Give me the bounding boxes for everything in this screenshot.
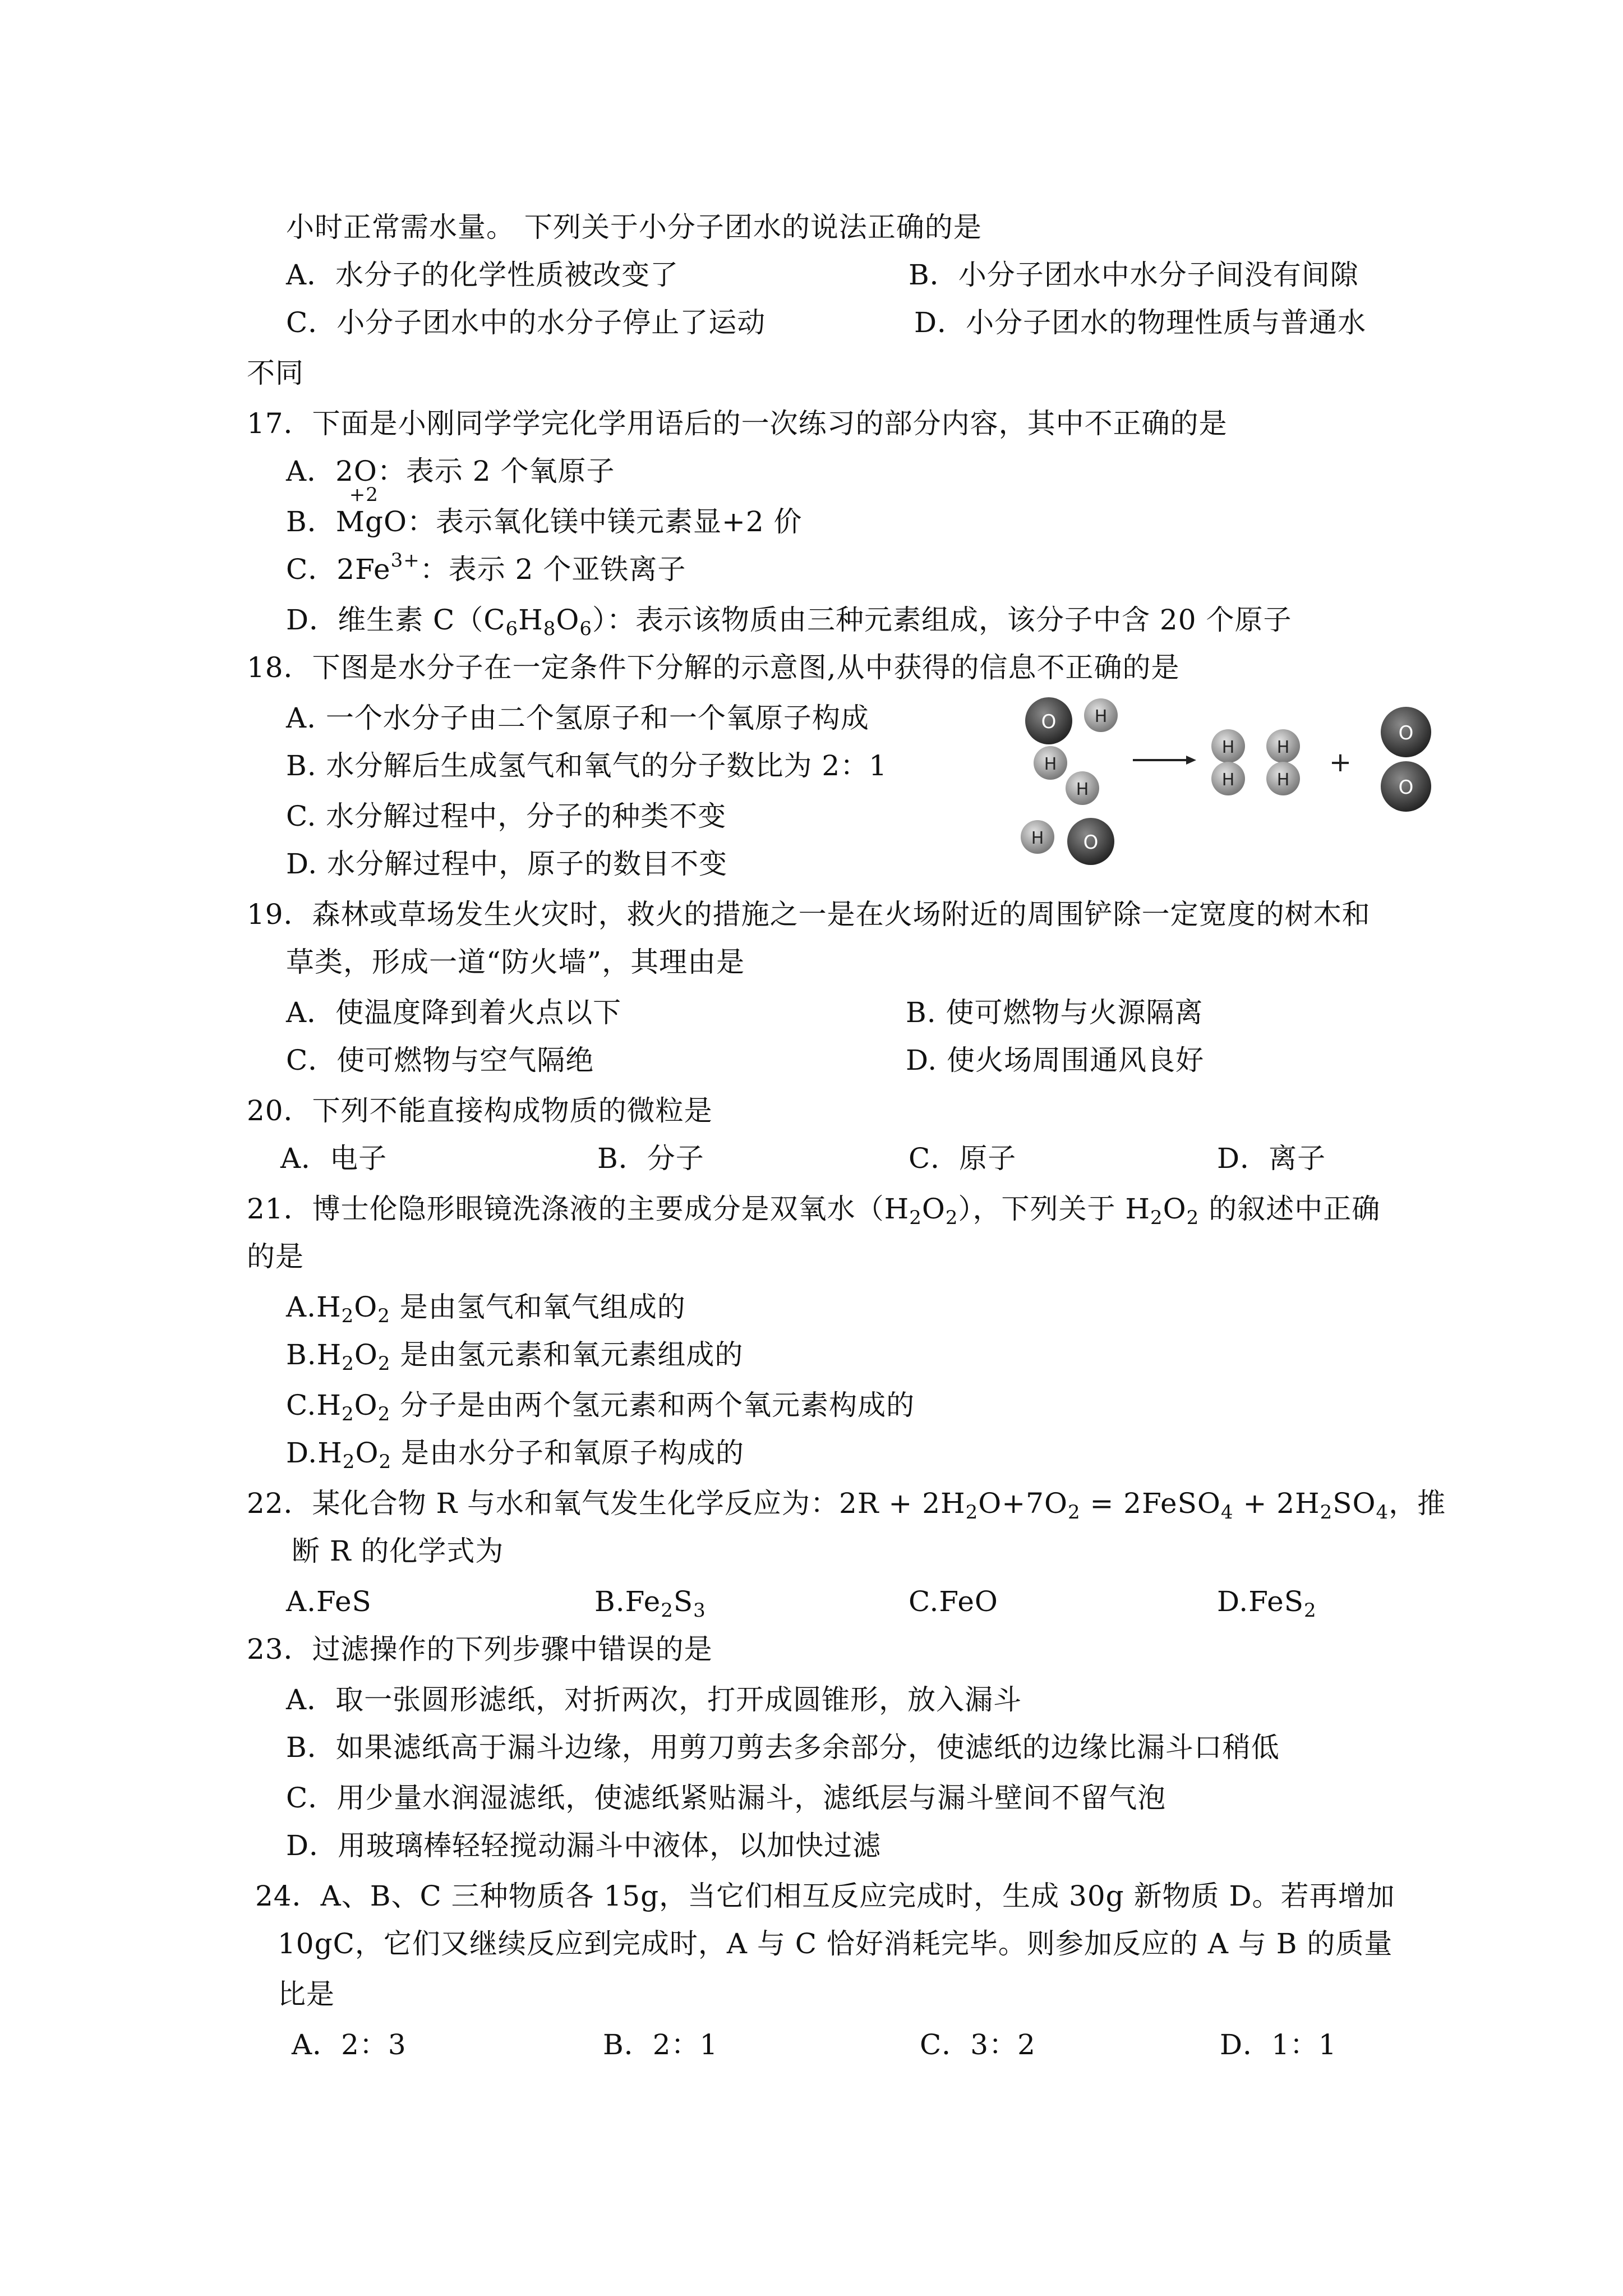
q22-option-a: A.FeS: [286, 1585, 372, 1618]
q16-stem-tail: 小时正常需水量。 下列关于小分子团水的说法正确的是: [286, 211, 982, 243]
svg-text:H: H: [1044, 754, 1057, 774]
water-molecule-2: [1021, 771, 1114, 865]
q20-option-a: A．电子: [280, 1142, 388, 1175]
q22-option-c: C.FeO: [909, 1585, 998, 1618]
q19-option-d: D. 使火场周围通风良好: [906, 1044, 1205, 1076]
q17-option-a: A．2O：表示 2 个氧原子: [286, 455, 615, 487]
q20-option-d: D．离子: [1217, 1142, 1326, 1175]
q24-option-d: D．1：1: [1220, 2028, 1337, 2061]
q20-stem: 20．下列不能直接构成物质的微粒是: [247, 1094, 713, 1127]
q22-option-b: $B.Fe_2S_3$: [594, 1585, 706, 1622]
q17-option-d: D．维生素 $C(C_6H_8O_6)$：表示该物质由三种元素组成，该分子中含 20 个原子: [286, 604, 1292, 640]
hydrogen-molecule-1: [1211, 729, 1245, 795]
reaction-arrow-icon: [1133, 756, 1196, 765]
q20-option-b: B．分子: [597, 1142, 704, 1175]
plus-sign: +: [1329, 747, 1352, 778]
q21-option-a: $A.H_2O_2$ 是由氢气和氧气组成的: [286, 1291, 686, 1327]
q23-option-a: A．取一张圆形滤纸，对折两次，打开成圆锥形，放入漏斗: [286, 1683, 1022, 1716]
svg-text:H: H: [1031, 829, 1044, 848]
q19-option-a: A．使温度降到着火点以下: [286, 996, 622, 1029]
q22-stem-line2: 断 R 的化学式为: [292, 1535, 504, 1567]
q18-option-a: A. 一个水分子由二个氢原子和一个氧原子构成: [286, 702, 869, 734]
q23-option-d: D．用玻璃棒轻轻搅动漏斗中液体，以加快过滤: [286, 1829, 882, 1862]
q16-option-c: C．小分子团水中的水分子停止了运动: [286, 306, 766, 339]
q19-stem-line2: 草类，形成一道“防火墙”，其理由是: [286, 946, 745, 978]
svg-text:O: O: [1041, 711, 1057, 733]
svg-text:O: O: [1398, 722, 1414, 744]
q21-stem-line2: 的是: [247, 1240, 304, 1273]
svg-text:H: H: [1276, 770, 1290, 790]
q21-stem-line1: 21．博士伦隐形眼镜洗涤液的主要成分是双氧水$(H_2O_2)$，下列关于 $H_2O_2$ 的叙述中正确: [247, 1193, 1381, 1229]
q21-option-c: $C.H_2O_2$ 分子是由两个氢元素和两个氧元素构成的: [286, 1389, 915, 1425]
water-decomposition-diagram: [1012, 690, 1495, 881]
q24-option-a: A．2：3: [292, 2028, 407, 2061]
q17-stem: 17．下面是小刚同学学完化学用语后的一次练习的部分内容，其中不正确的是: [247, 407, 1228, 440]
q20-option-c: C．原子: [909, 1142, 1017, 1175]
q16-option-d: D．小分子团水的物理性质与普通水: [914, 306, 1367, 339]
q17-option-b: B． +2 MgO：表示氧化镁中镁元素显+2 价: [286, 484, 803, 538]
q24-option-c: C．3：2: [920, 2028, 1036, 2061]
q19-option-c: C．使可燃物与空气隔绝: [286, 1044, 594, 1076]
q24-option-b: B．2：1: [603, 2028, 718, 2061]
q18-option-b: B. 水分解后生成氢气和氧气的分子数比为 2：1: [286, 749, 888, 782]
q22-stem-line1: 22．某化合物 R 与水和氧气发生化学反应为：$2R + 2H_2O+7O_2$ = 2FeSO$_4$ + $2H_2SO_4$，推: [247, 1487, 1446, 1524]
q18-option-c: C. 水分解过程中，分子的种类不变: [286, 800, 727, 832]
svg-text:H: H: [1094, 707, 1108, 726]
q23-option-c: C．用少量水润湿滤纸，使滤纸紧贴漏斗，滤纸层与漏斗壁间不留气泡: [286, 1782, 1166, 1814]
q16-option-a: A．水分子的化学性质被改变了: [286, 259, 679, 291]
q22-option-d: D.FeS$_2$: [1217, 1585, 1317, 1622]
q23-stem: 23．过滤操作的下列步骤中错误的是: [247, 1633, 713, 1665]
q24-stem-line1: 24．A、B、C 三种物质各 15g，当它们相互反应完成时，生成 30g 新物质 D。若再增加: [255, 1880, 1395, 1912]
q23-option-b: B．如果滤纸高于漏斗边缘，用剪刀剪去多余部分，使滤纸的边缘比漏斗口稍低: [286, 1731, 1280, 1764]
q18-stem: 18．下图是水分子在一定条件下分解的示意图,从中获得的信息不正确的是: [247, 651, 1180, 684]
q21-option-b: $B.H_2O_2$ 是由氢元素和氧元素组成的: [286, 1338, 744, 1375]
svg-text:H: H: [1276, 738, 1290, 757]
svg-text:H: H: [1076, 780, 1089, 799]
svg-text:H: H: [1221, 738, 1235, 757]
oxygen-molecule: [1381, 707, 1431, 812]
valence-mark: +2: [349, 484, 379, 506]
q17-option-c: C．$2Fe^{3+}$：表示 2 个亚铁离子: [286, 549, 686, 586]
svg-text:O: O: [1083, 831, 1099, 854]
q24-stem-line3: 比是: [278, 1978, 335, 2010]
q19-stem-line1: 19．森林或草场发生火灾时，救火的措施之一是在火场附近的周围铲除一定宽度的树木和: [247, 898, 1371, 931]
q21-option-d: $D.H_2O_2$ 是由水分子和氧原子构成的: [286, 1437, 744, 1473]
water-molecule-1: [1025, 697, 1118, 780]
q19-option-b: B. 使可燃物与火源隔离: [906, 996, 1204, 1029]
hydrogen-molecule-2: [1266, 729, 1300, 795]
q16-option-b: B．小分子团水中水分子间没有间隙: [909, 259, 1359, 291]
q24-stem-line2: 10gC，它们又继续反应到完成时，A 与 C 恰好消耗完毕。则参加反应的 A 与 B 的质量: [278, 1927, 1393, 1960]
svg-text:H: H: [1221, 770, 1235, 790]
q16-option-d-continued: 不同: [247, 357, 304, 389]
q18-option-d: D. 水分解过程中，原子的数目不变: [286, 848, 728, 880]
svg-text:O: O: [1398, 776, 1414, 799]
